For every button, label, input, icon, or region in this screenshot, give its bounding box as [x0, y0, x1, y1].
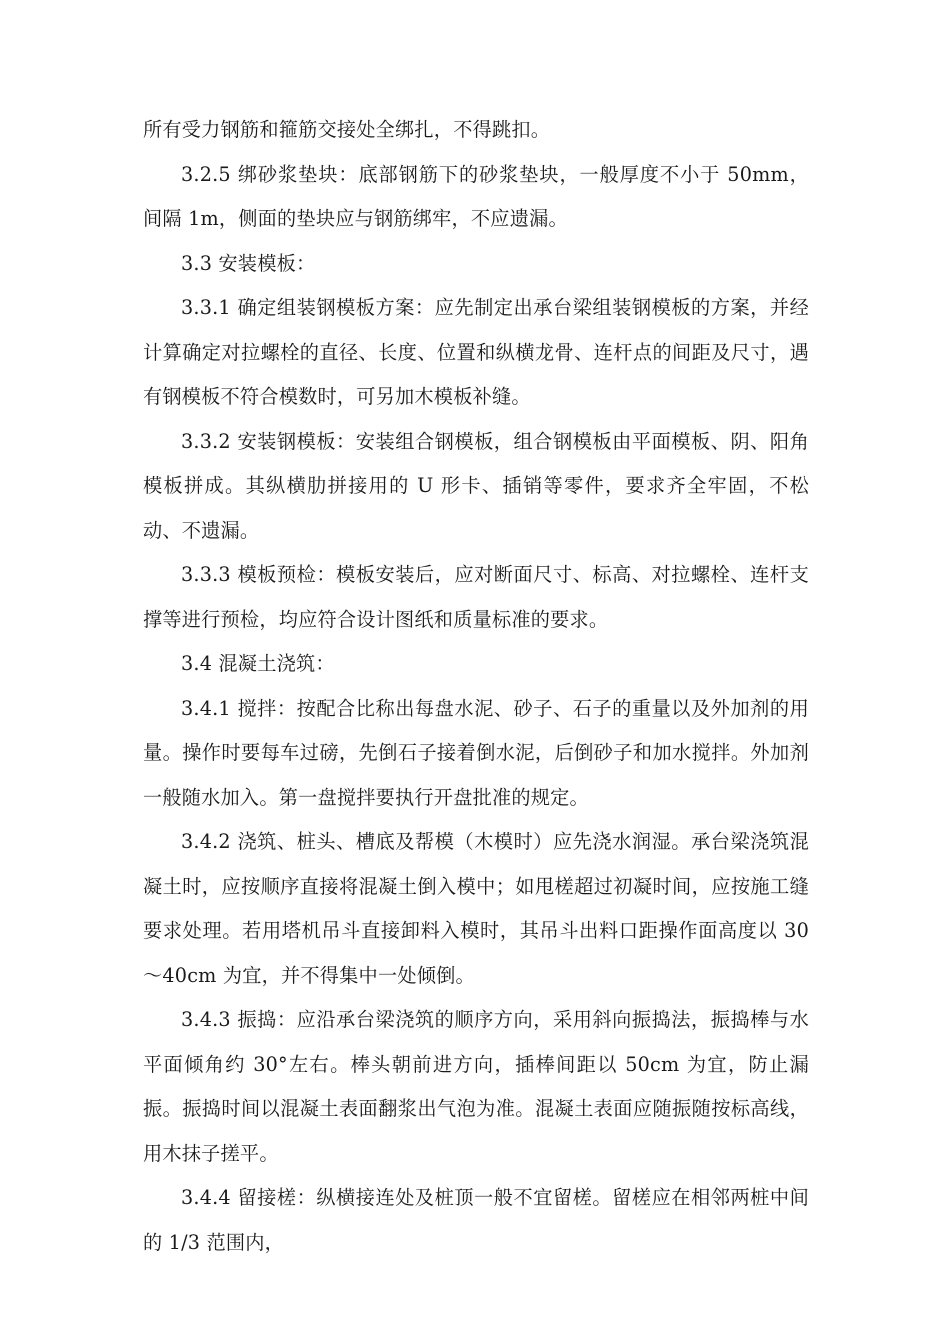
heading-3-4: 3.4 混凝土浇筑： — [181, 652, 335, 675]
paragraph-intro: 所有受力钢筋和箍筋交接处全绑扎，不得跳扣。 — [143, 118, 551, 141]
paragraph-3-3-2: 3.3.2 安装钢模板：安装组合钢模板，组合钢模板由平面模板、阴、阳角模板拼成。其纵横肋拼接用的 U 形卡、插销等零件，要求齐全牢固，不松动、不遗漏。 — [143, 429, 809, 542]
heading-3-3: 3.3 安装模板： — [181, 251, 316, 275]
paragraph-3-4-3: 3.4.3 振捣：应沿承台梁浇筑的顺序方向，采用斜向振捣法，振捣棒与水平面倾角约 30°左右。棒头朝前进方向，插棒间距以 50cm 为宜，防止漏振。振捣时间以混凝土表面翻浆出气泡为准。混凝土表面应随振随按标高线，用木抹子搓平。 — [143, 1008, 809, 1165]
paragraph-3-4-1: 3.4.1 搅拌：按配合比称出每盘水泥、砂子、石子的重量以及外加剂的用量。操作时要每车过磅，先倒石子接着倒水泥，后倒砂子和加水搅拌。外加剂一般随水加入。第一盘搅拌要执行开盘批准的规定。 — [143, 696, 809, 809]
paragraph-3-2-5: 3.2.5 绑砂浆垫块：底部钢筋下的砂浆垫块，一般厚度不小于 50mm，间隔 1m，侧面的垫块应与钢筋绑牢，不应遗漏。 — [143, 162, 809, 230]
paragraph-3-4-2: 3.4.2 浇筑、桩头、槽底及帮模（木模时）应先浇水润湿。承台梁浇筑混凝土时，应按顺序直接将混凝土倒入模中；如甩槎超过初凝时间，应按施工缝要求处理。若用塔机吊斗直接卸料入模时，其吊斗出料口距操作面高度以 30～40cm 为宜，并不得集中一处倾倒。 — [143, 830, 809, 987]
paragraph-3-4-4: 3.4.4 留接槎：纵横接连处及桩顶一般不宜留槎。留槎应在相邻两桩中间的 1/3 范围内， — [143, 1186, 809, 1254]
paragraph-3-3-3: 3.3.3 模板预检：模板安装后，应对断面尺寸、标高、对拉螺栓、连杆支撑等进行预检，均应符合设计图纸和质量标准的要求。 — [143, 563, 809, 631]
document-body — [143, 108, 809, 1265]
paragraph-3-3-1: 3.3.1 确定组装钢模板方案：应先制定出承台梁组装钢模板的方案，并经计算确定对拉螺栓的直径、长度、位置和纵横龙骨、连杆点的间距及尺寸，遇有钢模板不符合模数时，可另加木模板补缝。 — [143, 296, 809, 408]
